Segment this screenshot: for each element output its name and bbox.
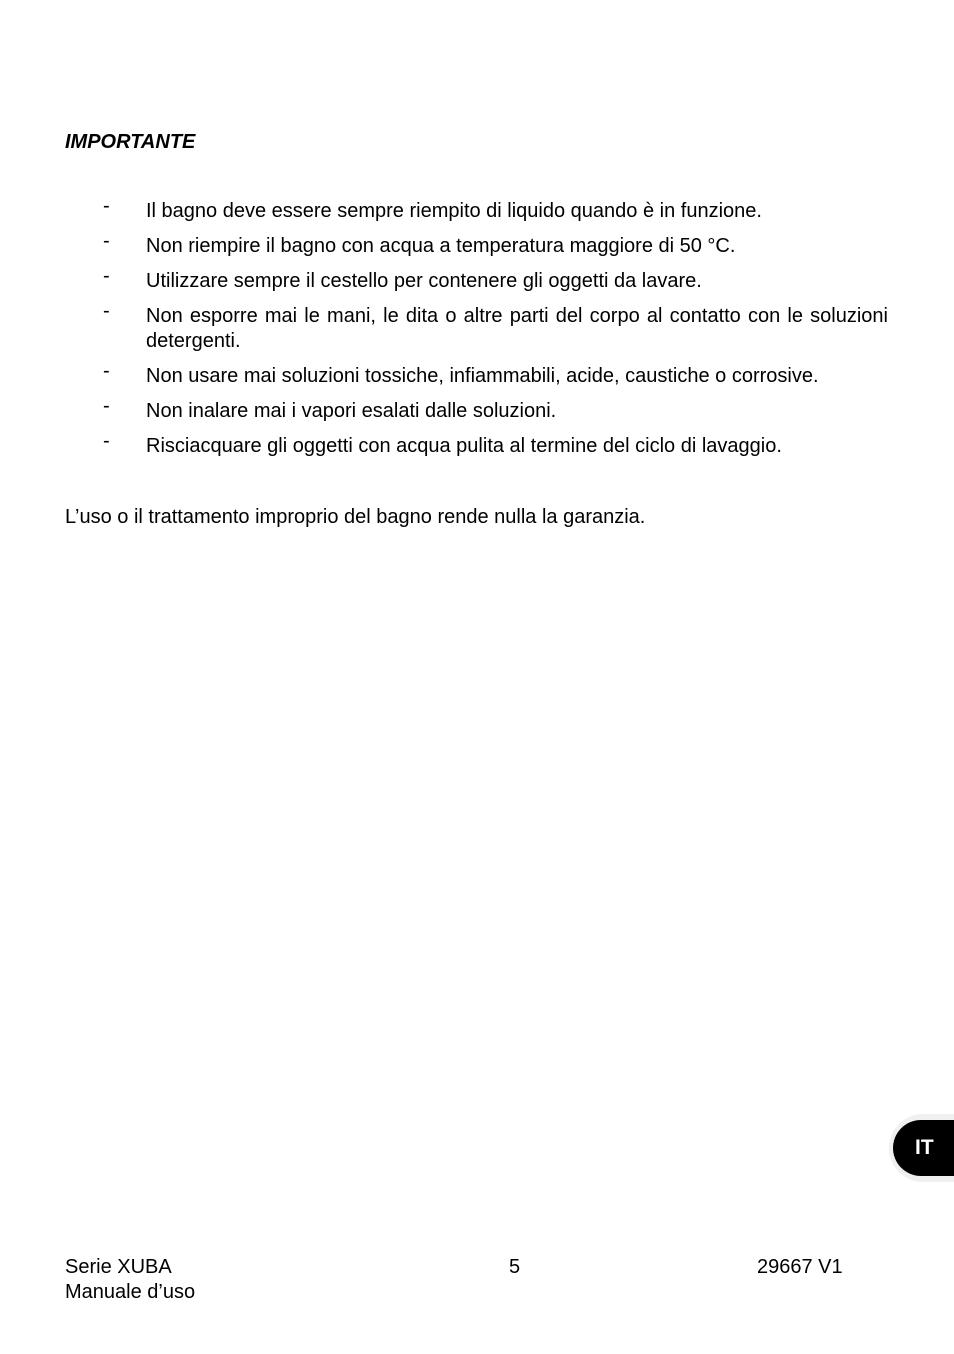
list-item (0, 430, 954, 459)
bullet-dash: - (103, 265, 110, 287)
bullet-dash: - (103, 430, 110, 452)
language-tab-label: IT (893, 1120, 954, 1176)
list-item (0, 395, 954, 424)
bullet-dash: - (103, 230, 110, 252)
language-tab (889, 1114, 954, 1182)
list-item-text: Non usare mai soluzioni tossiche, infiammabili, acide, caustiche o corrosive. (146, 365, 819, 387)
warning-list (0, 195, 954, 469)
list-item (0, 300, 954, 354)
list-item (0, 265, 954, 294)
footer-left (65, 1255, 195, 1305)
list-item-text: Non riempire il bagno con acqua a temperatura maggiore di 50 °C. (146, 235, 736, 257)
footer-series: Serie XUBA (65, 1256, 172, 1278)
bullet-dash: - (103, 195, 110, 217)
bullet-dash: - (103, 395, 110, 417)
list-item-text: Non esporre mai le mani, le dita o altre parti del corpo al contatto con le soluzioni detergenti. (146, 305, 888, 352)
list-item (0, 230, 954, 259)
list-item (0, 360, 954, 389)
list-item (0, 195, 954, 224)
bullet-dash: - (103, 300, 110, 322)
footer-manual: Manuale d’uso (65, 1281, 196, 1303)
footer-doc-code: 29667 V1 (757, 1256, 843, 1278)
list-item-text: Risciacquare gli oggetti con acqua pulita al termine del ciclo di lavaggio. (146, 435, 782, 457)
list-item-text: Utilizzare sempre il cestello per contenere gli oggetti da lavare. (146, 270, 702, 292)
list-item-text: Non inalare mai i vapori esalati dalle soluzioni. (146, 400, 557, 422)
warranty-note: L’uso o il trattamento improprio del bagno rende nulla la garanzia. (65, 506, 646, 528)
list-item-text: Il bagno deve essere sempre riempito di liquido quando è in funzione. (146, 200, 762, 222)
page-heading: IMPORTANTE (65, 131, 196, 153)
bullet-dash: - (103, 360, 110, 382)
footer-page-number: 5 (509, 1256, 521, 1278)
